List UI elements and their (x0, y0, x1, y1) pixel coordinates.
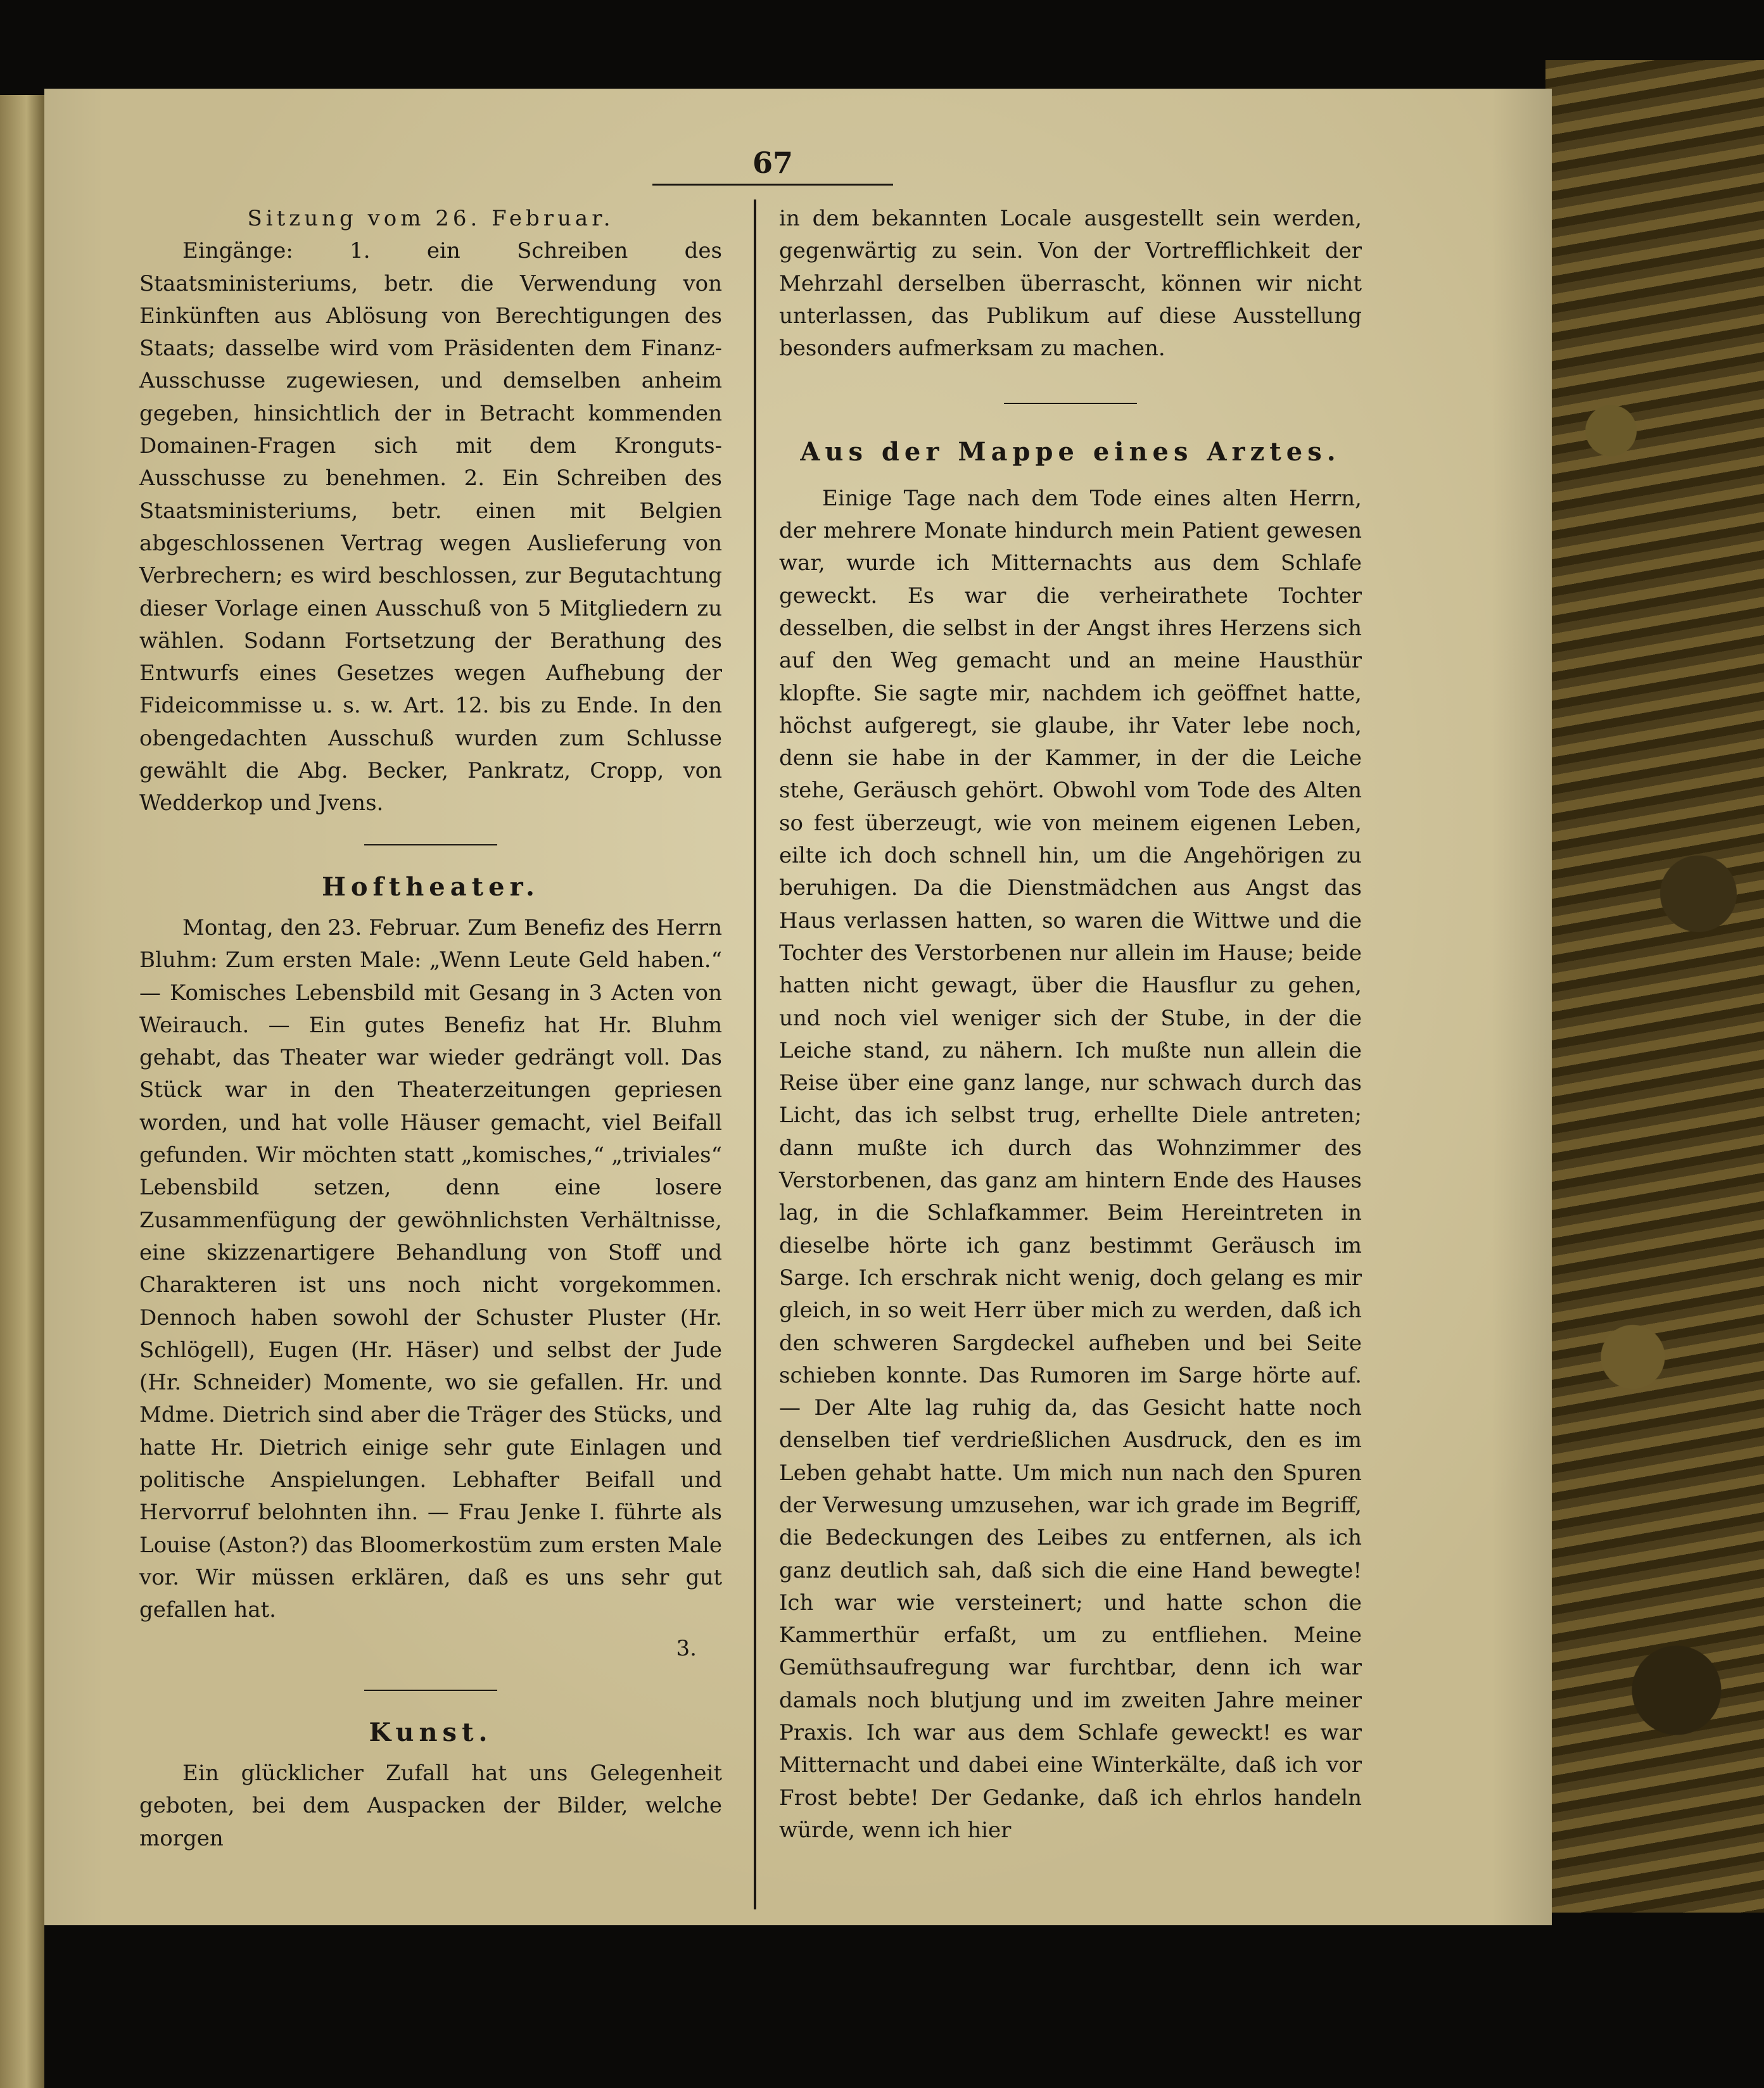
section-text-hoftheater: Montag, den 23. Februar. Zum Benefiz des Herrn Bluhm: Zum ersten Male: „Wenn Leute Geld haben.“ — Komisches Lebensbild mit Gesang in 3 Acten von Weirauch. — Ein gutes Benefiz hat Hr. Bluhm gehabt, das Theater war wieder gedrängt voll. Das Stück war in den Theaterzeitungen gepriesen worden, und hat volle Häuser gemacht, viel Beifall gefunden. Wir möchten statt „komisches,“ „triviales“ Lebensbild setzen, denn eine losere Zusammenfügung der gewöhnlichsten Verhältnisse, eine skizzenartigere Behandlung von Stoff und Charakteren ist uns noch nicht vorgekommen. Dennoch haben sowohl der Schuster Pluster (Hr. Schlögell), Eugen (Hr. Häser) und selbst der Jude (Hr. Schneider) Momente, wo sie gefallen. Hr. und Mdme. Dietrich sind aber die Träger des Stücks, und hatte Hr. Dietrich einige sehr gute Einlagen und politische Anspielungen. Lebhafter Beifall und Hervorruf belohnten ihn. — Frau Jenke I. führte als Louise (Aston?) das Bloomerkostüm zum ersten Male vor. Wir müssen erklären, daß es uns sehr gut gefallen hat. (139, 914, 722, 1623)
section-heading-kunst: Kunst. (369, 1717, 493, 1747)
column-divider (754, 199, 756, 1909)
page-number: 67 (752, 146, 793, 180)
section-heading-arztes: Aus der Mappe eines Arztes. (800, 437, 1341, 467)
left-column (139, 203, 722, 1855)
continuation-text-kunst: in dem bekannten Locale ausgestellt sein werden, gegenwärtig zu sein. Von der Vortrefflichkeit der Mehrzahl derselben überrascht, können wir nicht unterlassen, das Publikum auf diese Ausstellung besonders aufmerksam zu machen. (779, 206, 1362, 362)
book-cover-edge (1545, 60, 1764, 1913)
header-rule (652, 184, 893, 186)
author-signature: 3. (676, 1636, 697, 1662)
section-heading-sitzung: Sitzung vom 26. Februar. (247, 206, 614, 231)
newspaper-page (44, 89, 1552, 1925)
section-text-kunst: Ein glücklicher Zufall hat uns Gelegenheit geboten, bei dem Auspacken der Bilder, welche morgen (139, 1761, 722, 1851)
section-divider (364, 1690, 497, 1691)
section-text-arztes: Einige Tage nach dem Tode eines alten Herrn, der mehrere Monate hindurch mein Patient gewesen war, wurde ich Mitternachts aus dem Schlafe geweckt. Es war die verheirathete Tochter desselben, die selbst in der Angst ihres Herzens sich auf den Weg gemacht und an meine Hausthür klopfte. Sie sagte mir, nachdem ich geöffnet hatte, höchst aufgeregt, sie glaube, ihr Vater lebe noch, denn sie habe in der Kammer, in der die Leiche stehe, Geräusch gehört. Obwohl vom Tode des Alten so fest überzeugt, wie von meinem eigenen Leben, eilte ich doch schnell hin, um die Angehörigen zu beruhigen. Da die Dienstmädchen aus Angst das Haus verlassen hatten, so waren die Wittwe und die Tochter des Verstorbenen nur allein im Hause; beide hatten nicht gewagt, über die Hausflur zu gehen, und noch viel weniger sich der Stube, in der die Leiche stand, zu nähern. Ich mußte nun allein die Reise über eine ganz lange, nur schwach durch das Licht, das ich selbst trug, erhellte Diele antreten; dann mußte ich durch das Wohnzimmer des Verstorbenen, das ganz am hintern Ende des Hauses lag, in die Schlafkammer. Beim Hereintreten in dieselbe hörte ich ganz bestimmt Geräusch im Sarge. Ich erschrak nicht wenig, doch gelang es mir gleich, in so weit Herr über mich zu werden, daß ich den schweren Sargdeckel aufheben und bei Seite schieben konnte. Das Rumoren im Sarge hörte auf. — Der Alte lag ruhig da, das Gesicht hatte noch denselben tief verdrießlichen Ausdruck, den es im Leben gehabt hatte. Um mich nun nach den Spuren der Verwesung umzusehen, war ich grade im Begriff, die Bedeckungen des Leibes zu entfernen, als ich ganz deutlich sah, daß sich die eine Hand bewegte! Ich war wie versteinert; und hatte schon die Kammerthür erfaßt, um zu entfliehen. Meine Gemüthsaufregung war furchtbar, denn ich war damals noch blutjung und im zweiten Jahre meiner Praxis. Ich war aus dem Schlafe geweckt! es war Mitternacht und dabei eine Winterkälte, daß ich vor Frost bebte! Der Gedanke, daß ich ehrlos handeln würde, wenn ich hier (779, 485, 1362, 1843)
section-text-sitzung: Eingänge: 1. ein Schreiben des Staatsministeriums, betr. die Verwendung von Einkünften aus Ablösung von Berechtigungen des Staats; dasselbe wird vom Präsidenten dem Finanz-Ausschusse zugewiesen, und demselben anheim gegeben, hinsichtlich der in Betracht kommenden Domainen-Fragen sich mit dem Kronguts-Ausschusse zu benehmen. 2. Ein Schreiben des Staatsministeriums, betr. einen mit Belgien abgeschlossenen Vertrag wegen Auslieferung von Verbrechern; es wird beschlossen, zur Begutachtung dieser Vorlage einen Ausschuß von 5 Mitgliedern zu wählen. Sodann Fortsetzung der Berathung des Entwurfs eines Gesetzes wegen Aufhebung der Fideicommisse u. s. w. Art. 12. bis zu Ende. In den obengedachten Ausschuß wurden zum Schlusse gewählt die Abg. Becker, Pankratz, Cropp, von Wedderkop und Jvens. (139, 238, 722, 816)
section-divider (1004, 403, 1137, 404)
right-column (779, 203, 1362, 1847)
section-heading-hoftheater: Hoftheater. (322, 871, 540, 902)
section-divider (364, 844, 497, 845)
previous-page-edge (0, 95, 44, 2088)
